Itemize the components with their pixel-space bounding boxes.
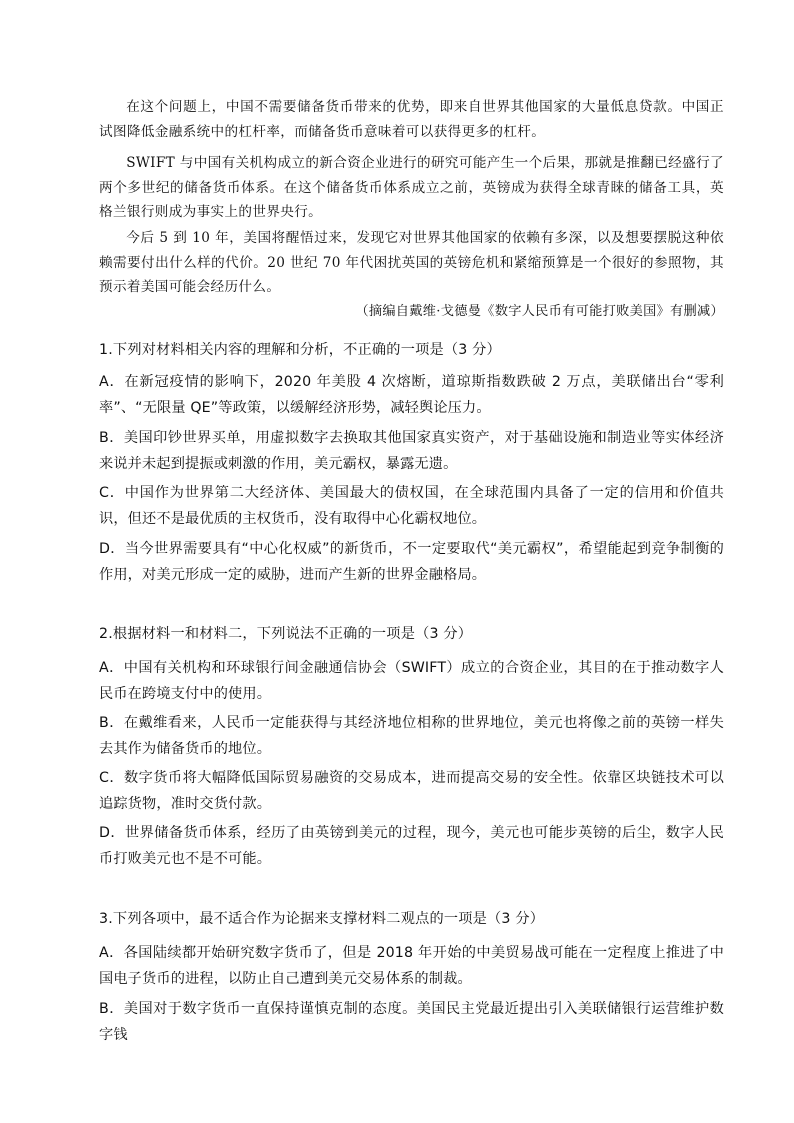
question-option: D．当今世界需要具有“中心化权威”的新货币，不一定要取代“美元霸权”，希望能起到竞争制衡的作用，对美元形成一定的威胁，进而产生新的世界金融格局。 bbox=[99, 541, 724, 583]
question-option: A．在新冠疫情的影响下，2020 年美股 4 次熔断，道琼斯指数跌破 2 万点，美联储出台“零利率”、“无限量 QE”等政策，以缓解经济形势，减轻舆论压力。 bbox=[99, 374, 724, 416]
passage-source: （摘编自戴维·戈德曼《数字人民币有可能打败美国》有删减） bbox=[355, 304, 724, 319]
question-option: B．美国印钞世界买单，用虚拟数字去换取其他国家真实资产，对于基础设施和制造业等实体经济来说并未起到提振或刺激的作用，美元霸权，暴露无遗。 bbox=[99, 430, 724, 472]
question-option: C．中国作为世界第二大经济体、美国最大的债权国，在全球范围内具备了一定的信用和价值共识，但还不是最优质的主权货币，没有取得中心化霸权地位。 bbox=[99, 485, 724, 527]
passage-paragraph: 今后 5 到 10 年，美国将醒悟过来，发现它对世界其他国家的依赖有多深，以及想要摆脱这种依赖需要付出什么样的代价。20 世纪 70 年代困扰英国的英镑危机和紧缩预算是一个很好的参照物，其预示着美国可能会经历什么。 bbox=[99, 230, 724, 295]
question-option: C．数字货币将大幅降低国际贸易融资的交易成本，进而提高交易的安全性。依靠区块链技术可以追踪货物，准时交货付款。 bbox=[99, 770, 724, 812]
question-title: 3.下列各项中，最不适合作为论据来支撑材料二观点的一项是（3 分） bbox=[99, 911, 545, 927]
question-option: A．各国陆续都开始研究数字货币了，但是 2018 年开始的中美贸易战可能在一定程度上推进了中国电子货币的进程，以防止自己遭到美元交易体系的制裁。 bbox=[99, 945, 724, 987]
passage-paragraph: 在这个问题上，中国不需要储备货币带来的优势，即来自世界其他国家的大量低息贷款。中国正试图降低金融系统中的杠杆率，而储备货币意味着可以获得更多的杠杆。 bbox=[99, 99, 724, 140]
question-option: D．世界储备货币体系，经历了由英镑到美元的过程，现今，美元也可能步英镑的后尘，数字人民币打败美元也不是不可能。 bbox=[99, 825, 724, 867]
question-option: A．中国有关机构和环球银行间金融通信协会（SWIFT）成立的合资企业，其目的在于推动数字人民币在跨境支付中的使用。 bbox=[99, 660, 724, 702]
question-title: 1.下列对材料相关内容的理解和分析，不正确的一项是（3 分） bbox=[99, 342, 501, 358]
question-title: 2.根据材料一和材料二，下列说法不正确的一项是（3 分） bbox=[99, 626, 473, 642]
question-option: B．美国对于数字货币一直保持谨慎克制的态度。美国民主党最近提出引入美联储银行运营维护数字钱 bbox=[99, 1001, 724, 1043]
passage-paragraph: SWIFT 与中国有关机构成立的新合资企业进行的研究可能产生一个后果，那就是推翻已经盛行了两个多世纪的储备货币体系。在这个储备货币体系成立之前，英镑成为获得全球青睐的储备工具，英格兰银行则成为事实上的世界央行。 bbox=[99, 155, 724, 220]
question-option: B．在戴维看来，人民币一定能获得与其经济地位相称的世界地位，美元也将像之前的英镑一样失去其作为储备货币的地位。 bbox=[99, 715, 724, 757]
